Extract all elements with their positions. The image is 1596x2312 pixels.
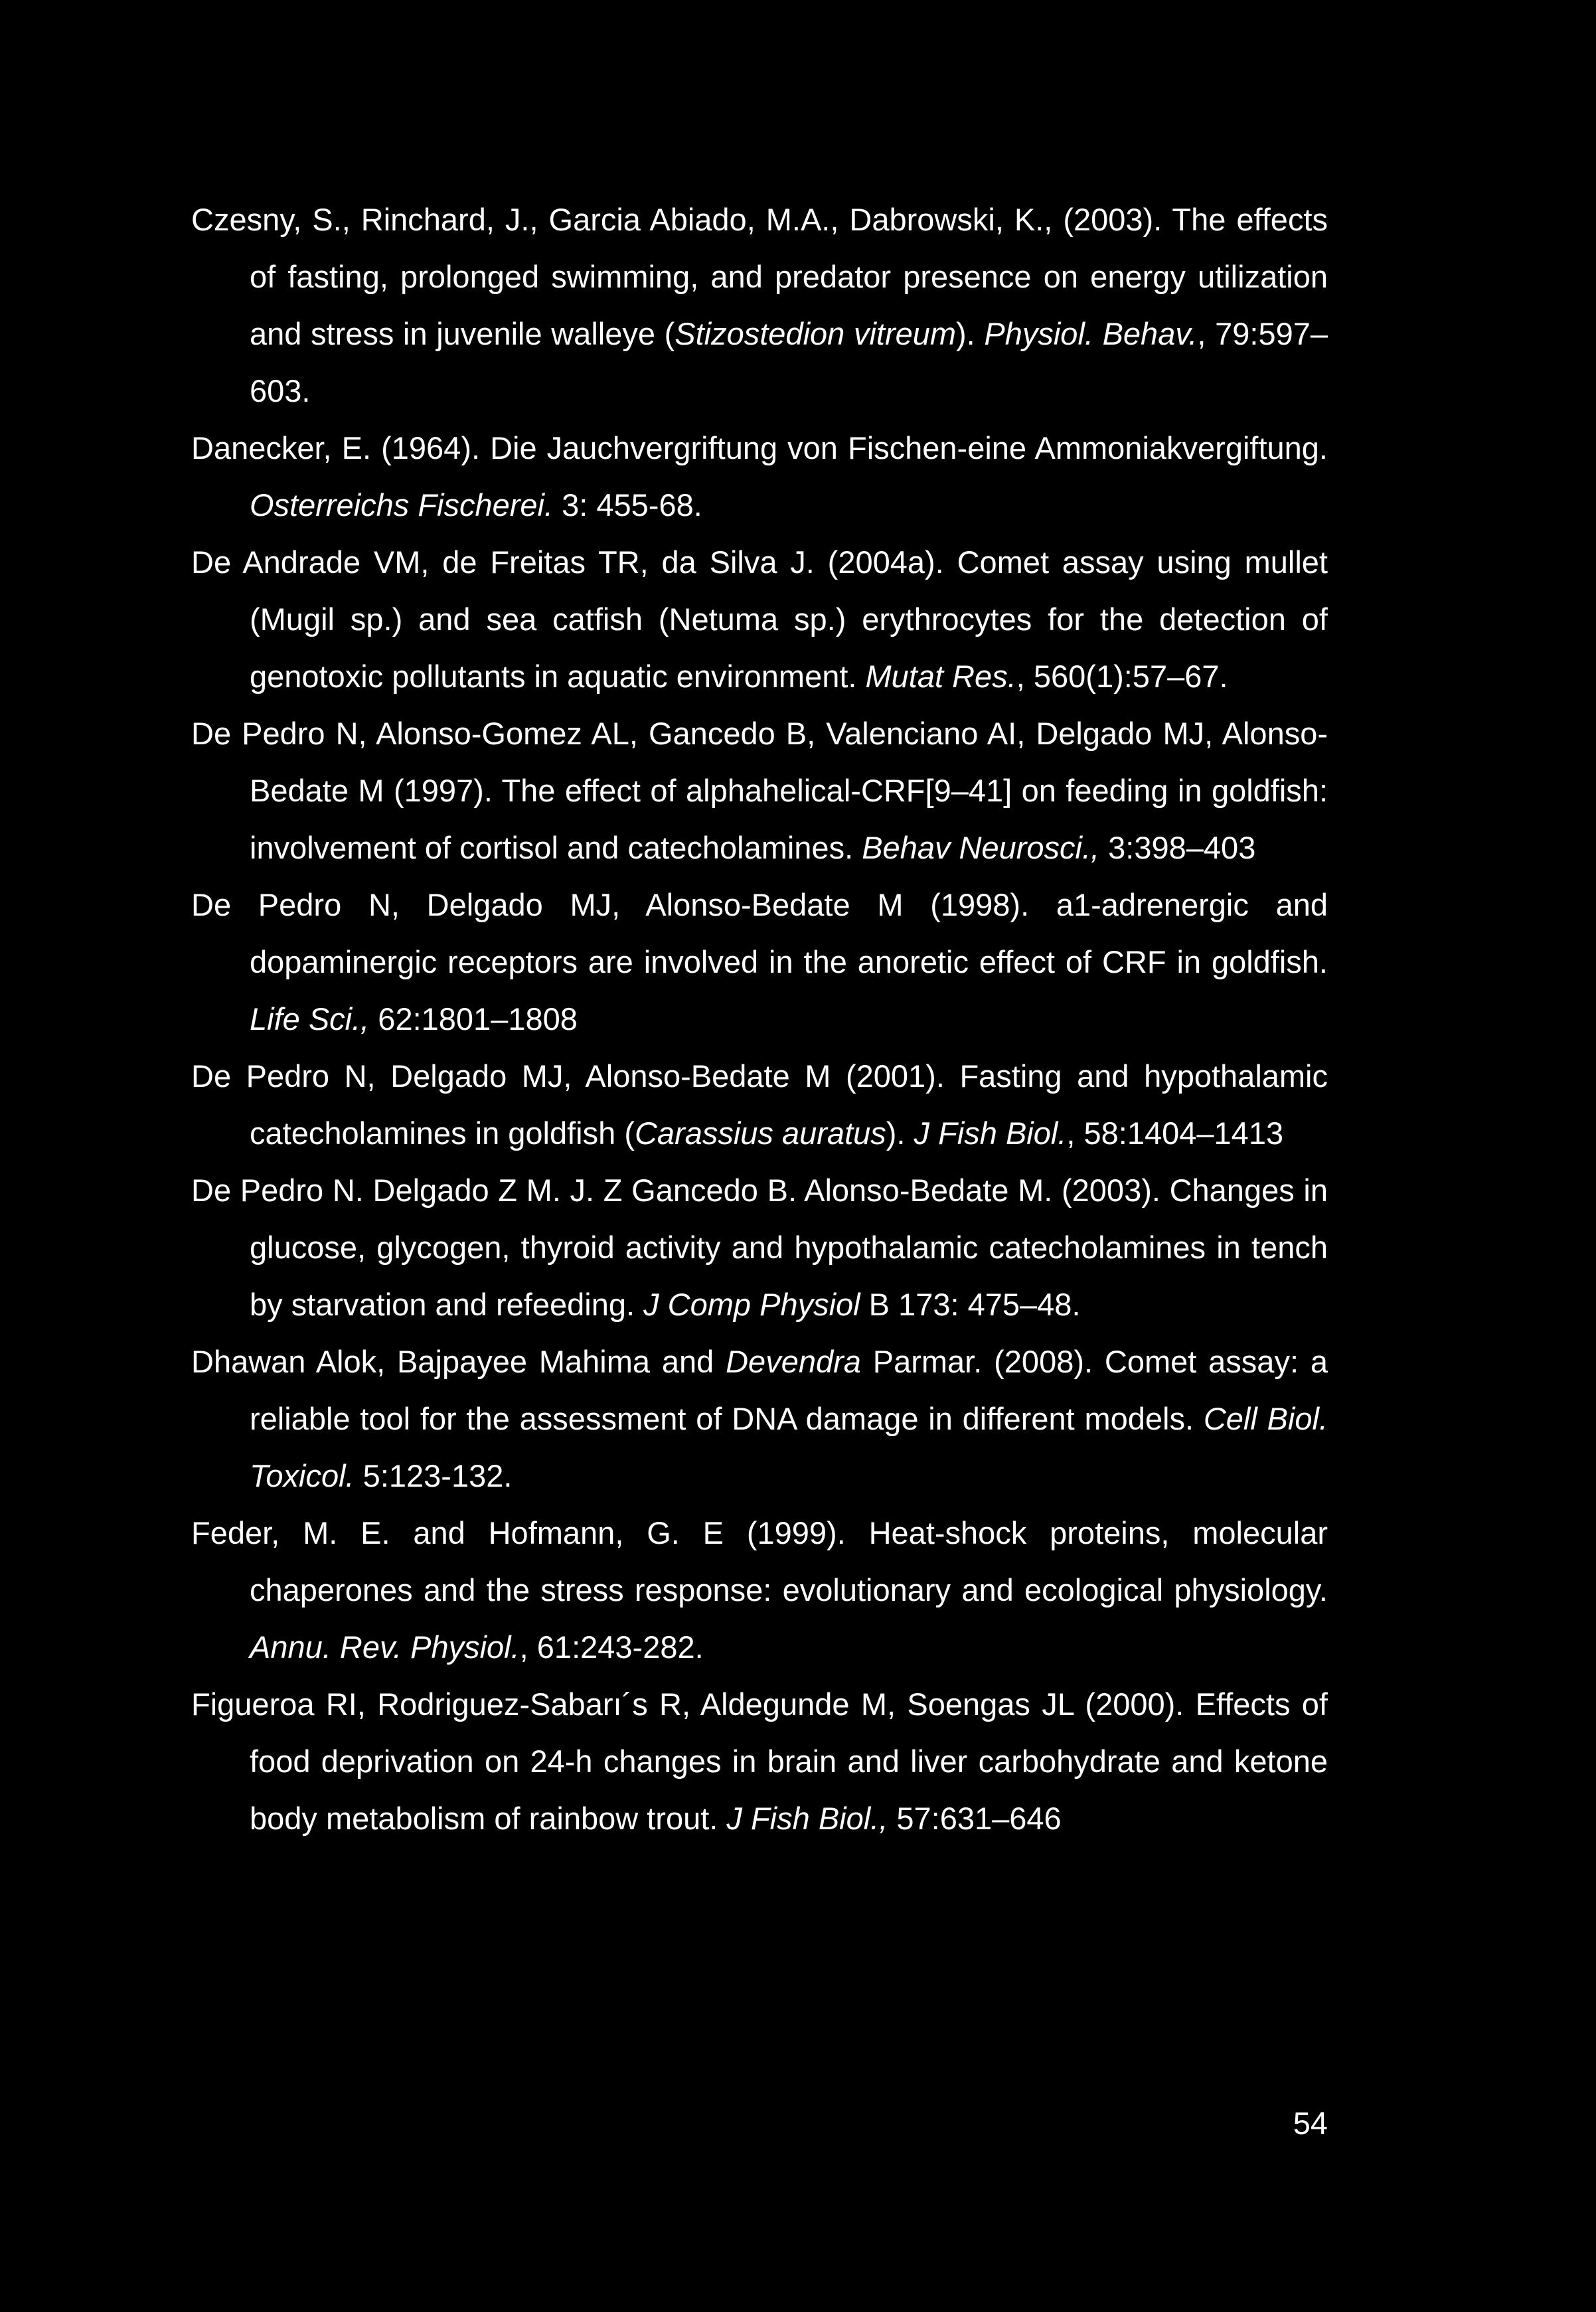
reference-entry: Feder, M. E. and Hofmann, G. E (1999). Heat-shock proteins, molecular chaperones and the stress response: evolutionary and ecological physiology. Annu. Rev. Physiol., 61:243-282. (191, 1515, 1328, 1665)
reference-entry: De Andrade VM, de Freitas TR, da Silva J. (2004a). Comet assay using mullet (Mugil sp.) and sea catfish (Netuma sp.) erythrocytes for the detection of genotoxic pollutants in aquatic environment. Mutat Res., 560(1):57–67. (191, 544, 1328, 694)
reference-entry: Czesny, S., Rinchard, J., Garcia Abiado, M.A., Dabrowski, K., (2003). The effects of fasting, prolonged swimming, and predator presence on energy utilization and stress in juvenile walleye (Stizostedion vitreum). Physiol. Behav., 79:597–603. (191, 202, 1328, 408)
reference-entry: Dhawan Alok, Bajpayee Mahima and Devendra Parmar. (2008). Comet assay: a reliable tool for the assessment of DNA damage in different models. Cell Biol. Toxicol. 5:123-132. (191, 1344, 1328, 1493)
reference-entry: De Pedro N, Alonso-Gomez AL, Gancedo B, Valenciano AI, Delgado MJ, Alonso-Bedate M (1997). The effect of alphahelical-CRF[9–41] on feeding in goldfish: involvement of cortisol and catecholamines. Behav Neurosci., 3:398–403 (191, 716, 1328, 865)
reference-list (191, 191, 1328, 2183)
page-number: 54 (1293, 2106, 1328, 2141)
reference-entry: De Pedro N, Delgado MJ, Alonso-Bedate M (2001). Fasting and hypothalamic catecholamines in goldfish (Carassius auratus). J Fish Biol., 58:1404–1413 (191, 1058, 1328, 1151)
reference-entry: Figueroa RI, Rodriguez-Sabarı´s R, Aldegunde M, Soengas JL (2000). Effects of food deprivation on 24-h changes in brain and liver carbohydrate and ketone body metabolism of rainbow trout. J Fish Biol., 57:631–646 (191, 1687, 1328, 1836)
reference-entry: De Pedro N, Delgado MJ, Alonso-Bedate M (1998). a1-adrenergic and dopaminergic receptors are involved in the anoretic effect of CRF in goldfish. Life Sci., 62:1801–1808 (191, 887, 1328, 1036)
reference-entry: De Pedro N. Delgado Z M. J. Z Gancedo B. Alonso-Bedate M. (2003). Changes in glucose, glycogen, thyroid activity and hypothalamic catecholamines in tench by starvation and refeeding. J Comp Physiol B 173: 475–48. (191, 1173, 1328, 1322)
reference-entry: Danecker, E. (1964). Die Jauchvergriftung von Fischen-eine Ammoniakvergiftung. Osterreichs Fischerei. 3: 455-68. (191, 430, 1328, 523)
